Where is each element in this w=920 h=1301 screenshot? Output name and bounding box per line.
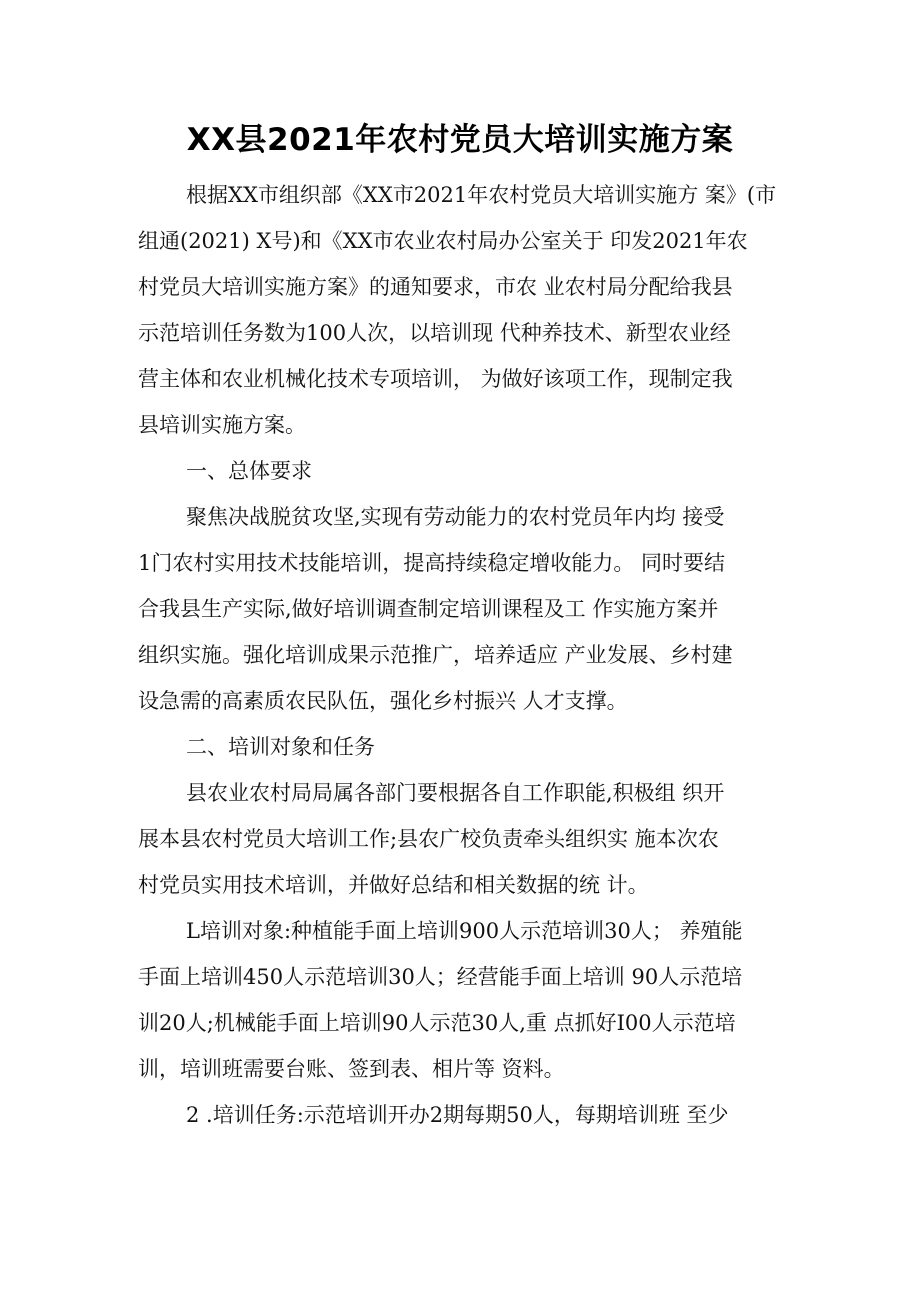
paragraph-line: 营主体和农业机械化技术专项培训， 为做好该项工作，现制定我 [138, 367, 733, 391]
paragraph-line: 训，培训班需要台账、签到表、相片等 资料。 [138, 1057, 565, 1081]
paragraph-line: 2 .培训任务:示范培训开办2期每期50人，每期培训班 至少 [186, 1103, 729, 1127]
paragraph-line: 县培训实施方案。 [138, 413, 306, 437]
document-title: XX县2021年农村党员大培训实施方案 [186, 122, 734, 158]
document-body [138, 172, 793, 1138]
paragraph-line: 县农业农村局局属各部门要根据各自工作职能,积极组 织开 [186, 781, 725, 805]
paragraph-line: 组通(2021) X号)和《XX市农业农村局办公室关于 印发2021年农 [138, 229, 748, 253]
paragraph-line: 组织实施。强化培训成果示范推广，培养适应 产业发展、乡村建 [138, 643, 733, 667]
paragraph-line: 根据XX市组织部《XX市2021年农村党员大培训实施方 案》(市 [186, 183, 777, 207]
section-heading: 二、培训对象和任务 [186, 735, 375, 759]
paragraph-line: 1门农村实用技术技能培训，提高持续稳定增收能力。 同时要结 [138, 551, 726, 575]
paragraph-line: 设急需的高素质农民队伍，强化乡村振兴 人才支撑。 [138, 689, 628, 713]
paragraph-line: 聚焦决战脱贫攻坚,实现有劳动能力的农村党员年内均 接受 [186, 505, 725, 529]
paragraph-line: 展本县农村党员大培训工作;县农广校负责牵头组织实 施本次农 [138, 827, 719, 851]
paragraph-line: 训20人;机械能手面上培训90人示范30人,重 点抓好I00人示范培 [138, 1011, 736, 1035]
paragraph-line: 村党员实用技术培训，并做好总结和相关数据的统 计。 [138, 873, 649, 897]
paragraph-line: 村党员大培训实施方案》的通知要求，市农 业农村局分配给我县 [138, 275, 733, 299]
section-heading: 一、总体要求 [186, 459, 312, 483]
paragraph-line: 合我县生产实际,做好培训调查制定培训课程及工 作实施方案并 [138, 597, 719, 621]
paragraph-line: 示范培训任务数为100人次，以培训现 代种养技术、新型农业经 [138, 321, 731, 345]
paragraph-line: 手面上培训450人示范培训30人；经营能手面上培训 90人示范培 [138, 965, 743, 989]
paragraph-line: L培训对象:种植能手面上培训900人示范培训30人； 养殖能 [186, 919, 743, 943]
